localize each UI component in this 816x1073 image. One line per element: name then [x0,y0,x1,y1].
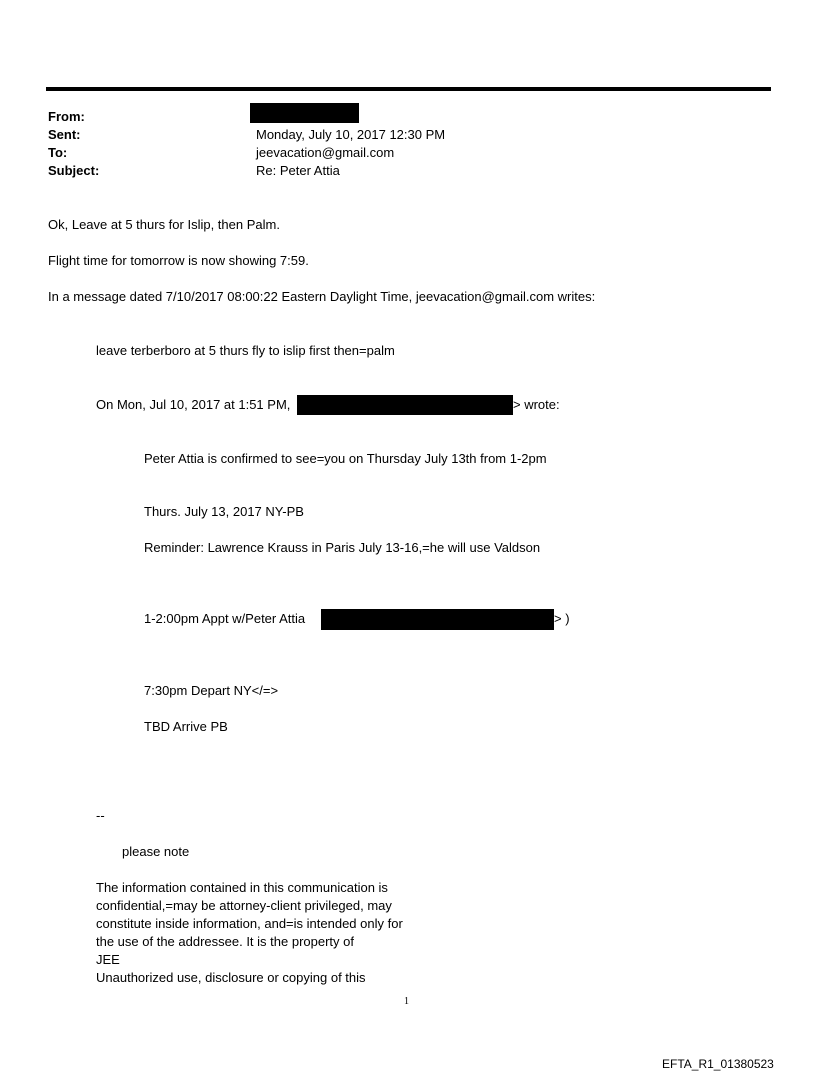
disclaimer-line: confidential,=may be attorney-client privileged, may [96,898,392,913]
quote2-reminder: Reminder: Lawrence Krauss in Paris July 13-16,=he will use Valdson [144,540,541,555]
document-id: EFTA_R1_01380523 [662,1057,774,1071]
quote1-attribution-prefix: On Mon, Jul 10, 2017 at 1:51 PM, [96,397,291,412]
subject-value: Re: Peter Attia [256,163,340,178]
disclaimer-line: The information contained in this communication is [96,880,388,895]
quote2-appt-suffix: > ) [554,611,570,626]
subject-label: Subject: [48,163,100,178]
to-label: To: [48,145,68,160]
disclaimer-line: the use of the addressee. It is the property of [96,934,354,949]
quote2-appt: 1-2:00pm Appt w/Peter Attia [144,611,306,626]
signature-dashes: -- [96,808,105,823]
quote1-text: leave terberboro at 5 thurs fly to islip first then=palm [96,343,395,358]
from-label: From: [48,109,85,124]
sent-value: Monday, July 10, 2017 12:30 PM [256,127,446,142]
quote1-attribution-suffix: > wrote: [513,397,560,412]
disclaimer-block [96,879,436,987]
quote2-confirm: Peter Attia is confirmed to see=you on Thursday July 13th from 1-2pm [144,451,547,466]
please-note: please note [122,844,190,859]
disclaimer-line: constitute inside information, and=is intended only for [96,916,403,931]
body-line-2: Flight time for tomorrow is now showing 7:59. [48,253,309,268]
quote2-date: Thurs. July 13, 2017 NY-PB [144,504,304,519]
body-line-1: Ok, Leave at 5 thurs for Islip, then Palm. [48,217,280,232]
redaction-from [250,103,359,123]
header-rule [46,87,771,91]
quote2-depart: 7:30pm Depart NY</=> [144,683,279,698]
body-line-3: In a message dated 7/10/2017 08:00:22 Eastern Daylight Time, jeevacation@gmail.com writes: [48,289,596,304]
sent-label: Sent: [48,127,81,142]
disclaimer-line: JEE [96,952,120,967]
redaction-appt [321,609,554,630]
to-value: jeevacation@gmail.com [256,145,395,160]
quote2-arrive: TBD Arrive PB [144,719,228,734]
disclaimer-line: Unauthorized use, disclosure or copying of this [96,970,366,985]
page-number: 1 [404,996,409,1007]
redaction-sender [297,395,513,415]
